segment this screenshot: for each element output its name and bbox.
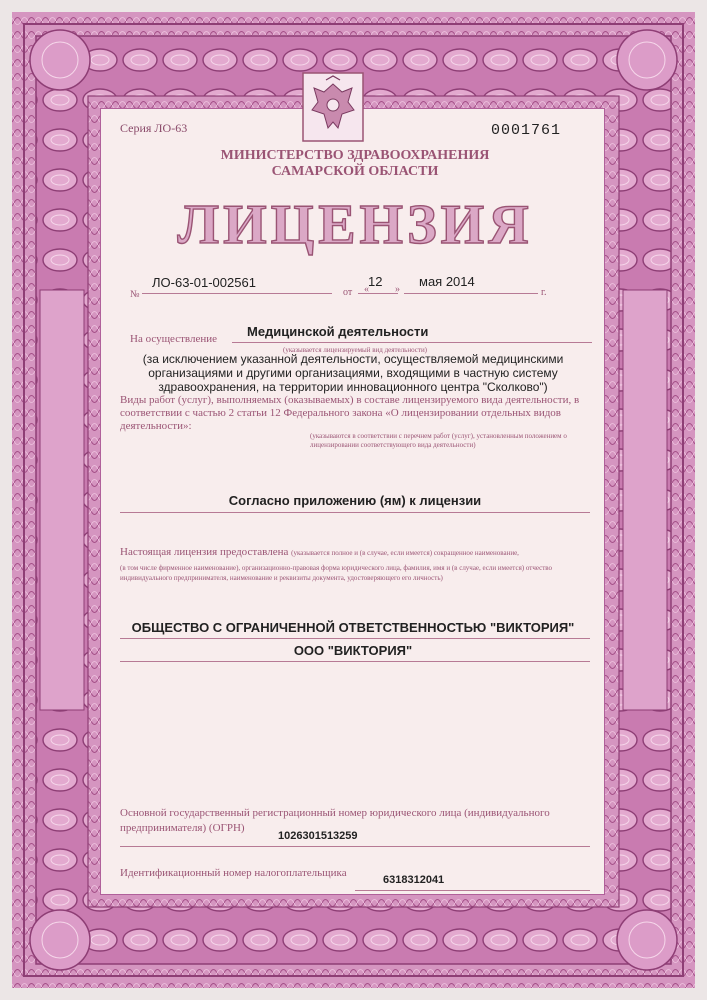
license-day: 12	[368, 274, 383, 289]
number-sign: №	[130, 289, 140, 300]
series-label: Серия ЛО-63	[120, 121, 188, 135]
granted-label: Настоящая лицензия предоставлена	[120, 546, 289, 558]
license-month-year: мая 2014	[419, 274, 475, 289]
number-underline	[142, 293, 332, 294]
inn-label: Идентификационный номер налогоплательщика	[120, 867, 347, 879]
activity-value: Медицинской деятельности	[247, 324, 429, 339]
coat-of-arms-icon	[302, 72, 364, 142]
form-number: 0001761	[491, 122, 562, 139]
works-text: Виды работ (услуг), выполняемых (оказываемых) в составе лицензируемого вида деятельности, в соответствии с частью 2 статьи 12 Федерального закона «О лицензировании отдельных видов деятельности»:	[120, 394, 580, 432]
document-title	[170, 188, 540, 258]
works-underline	[120, 512, 590, 513]
inn-underline	[355, 890, 590, 891]
works-hint: (указываются в соответствии с перечнем работ (услуг), установленным положением о лицензировании соответствующего вида деятельности)	[310, 432, 567, 449]
granted-hint: (в том числе фирменное наименование), организационно-правовая форма юридического лица, фамилия, имя и (в случае, если имеется) отчество индивидуального предпринимателя, наименование и реквизиты документа, удостоверяющего его личность)	[120, 564, 553, 582]
granted-text	[120, 546, 590, 560]
ministry-line-1: МИНИСТЕРСТВО ЗДРАВООХРАНЕНИЯ	[220, 148, 490, 163]
inn-value: 6318312041	[383, 874, 445, 886]
organization-short-name: ООО "ВИКТОРИЯ"	[293, 643, 413, 658]
svg-text:ЛИЦЕНЗИЯ: ЛИЦЕНЗИЯ	[177, 194, 533, 256]
org-short-underline	[120, 661, 590, 662]
works-value: Согласно приложению (ям) к лицензии	[228, 493, 482, 508]
from-label: от	[343, 287, 353, 298]
quote-open: «	[364, 284, 369, 295]
license-number: ЛО-63-01-002561	[152, 275, 256, 290]
activity-hint: (указывается лицензируемый вид деятельности)	[283, 346, 428, 354]
ogrn-underline	[120, 846, 590, 847]
issuing-authority	[150, 148, 560, 180]
activity-detail: (за исключением указанной деятельности, осуществляемой медицинскими организациями и другими организациями, входящими в частную систему здравоохранения, на территории инновационного центра "Сколково")	[142, 352, 564, 394]
ogrn-value: 1026301513259	[278, 830, 358, 842]
granted-hint-inline: (указывается полное и (в случае, если имеется) сокращенное наименование,	[291, 549, 519, 557]
year-suffix: г.	[541, 287, 547, 298]
day-underline	[358, 293, 398, 294]
month-underline	[404, 293, 538, 294]
organization-full-name: ОБЩЕСТВО С ОГРАНИЧЕННОЙ ОТВЕТСТВЕННОСТЬЮ "ВИКТОРИЯ"	[131, 620, 575, 635]
activity-label: На осуществление	[130, 333, 217, 345]
ministry-line-2: САМАРСКОЙ ОБЛАСТИ	[271, 164, 439, 179]
ogrn-label: Основной государственный регистрационный номер юридического лица (индивидуального предпринимателя) (ОГРН)	[120, 807, 550, 834]
activity-underline	[232, 342, 592, 343]
org-full-underline	[120, 638, 590, 639]
quote-close: »	[395, 284, 400, 295]
